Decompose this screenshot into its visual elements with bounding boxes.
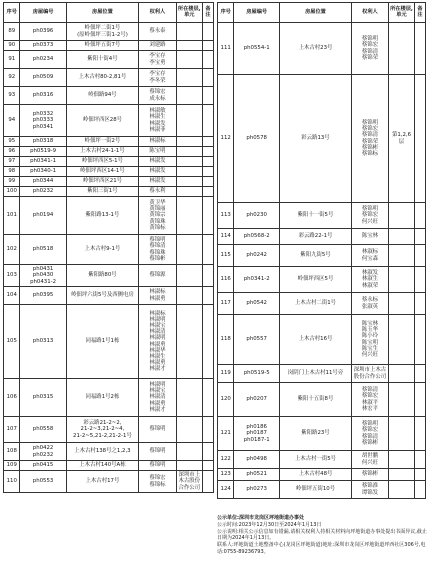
row-share: [176, 69, 202, 87]
row-seq: 98: [4, 167, 20, 177]
row-share: [176, 23, 202, 41]
header-note: 备注: [202, 3, 213, 23]
table-row: [218, 315, 426, 365]
row-note: [202, 137, 213, 147]
row-address: 岭佃坪二街1号 (原岭佃坪三街1-2号): [66, 23, 139, 41]
row-person: 林淑发: [139, 157, 176, 167]
row-house-number: ph0373: [20, 41, 66, 51]
row-note: [415, 267, 426, 293]
row-share: [388, 23, 414, 75]
row-note: [202, 23, 213, 41]
row-address: 彩云路22-1号: [280, 229, 352, 245]
table-row: [218, 293, 426, 315]
row-share: [176, 287, 202, 305]
left-table-header-row: [4, 3, 214, 23]
row-share: [388, 451, 414, 469]
row-address: 彩云路13号: [280, 75, 352, 203]
row-address: 岭佃坪西区28号: [66, 105, 139, 137]
row-house-number: ph0395: [20, 287, 66, 305]
row-house-number: ph0318: [20, 137, 66, 147]
row-address: 紫阳十一街5号: [280, 203, 352, 229]
right-property-table: [217, 2, 426, 499]
row-house-number: ph0542: [234, 293, 280, 315]
table-row: [218, 481, 426, 499]
row-share: [388, 203, 414, 229]
row-address: 紫阳十五街8号: [280, 383, 352, 417]
row-address: 同福路1号1栋: [66, 305, 139, 379]
row-house-number: ph0558: [20, 417, 66, 443]
row-person: 蔡锦宏 蔡锦标: [139, 471, 176, 493]
row-address: 岭佃坪西区5-1号: [66, 157, 139, 167]
row-address: 紫阳三街1号: [66, 187, 139, 197]
row-address: 同福路1号2栋: [66, 379, 139, 417]
row-person: 陈宝明: [139, 147, 176, 157]
row-share: [176, 417, 202, 443]
row-share: [176, 187, 202, 197]
row-address: 岗阴门上木古村11号旁: [280, 365, 352, 383]
row-share: [388, 417, 414, 451]
row-address: 紫阳十街4号: [66, 51, 139, 69]
row-seq: 108: [4, 443, 20, 461]
row-note: [415, 383, 426, 417]
row-note: [202, 177, 213, 187]
row-person: 蔡永利: [139, 187, 176, 197]
row-address: 上木古村23号: [280, 23, 352, 75]
row-seq: 109: [4, 461, 20, 471]
row-house-number: ph0242: [234, 245, 280, 267]
row-house-number: ph0498: [234, 451, 280, 469]
row-house-number: ph0186 ph0187 ph0187-1: [234, 417, 280, 451]
row-note: [202, 197, 213, 235]
header-number: 房屋编号: [234, 3, 280, 23]
table-row: [218, 203, 426, 229]
row-person: 蔡锦明 蔡锦宏 蔡锦清 蔡锦荣 蔡锦彬 蔡锦标: [351, 75, 388, 203]
row-address: 上木古村138号之1,2,3: [66, 443, 139, 461]
table-row: [218, 75, 426, 203]
table-row: [218, 23, 426, 75]
row-share: [388, 267, 414, 293]
table-row: [4, 105, 214, 137]
row-address: 上木古村16号: [280, 315, 352, 365]
row-share: [176, 305, 202, 379]
header-note: 备注: [415, 3, 426, 23]
row-share: [176, 147, 202, 157]
row-address: 岭佃路94号: [66, 87, 139, 105]
row-person: 林淑标 林淑勇: [139, 287, 176, 305]
row-note: [415, 417, 426, 451]
row-house-number: ph0521: [234, 469, 280, 481]
row-house-number: ph0315: [20, 379, 66, 417]
row-seq: 94: [4, 105, 20, 137]
row-house-number: ph0557: [234, 315, 280, 365]
row-share: [176, 235, 202, 265]
row-seq: 89: [4, 23, 20, 41]
row-seq: 123: [218, 469, 234, 481]
row-house-number: ph0578: [234, 75, 280, 203]
row-address: 岭佃坪西区21号: [66, 177, 139, 187]
row-note: [415, 203, 426, 229]
table-row: [4, 147, 214, 157]
row-share: [388, 245, 414, 267]
row-person: 林淑标: [139, 137, 176, 147]
table-row: [4, 23, 214, 41]
row-seq: 121: [218, 417, 234, 451]
row-house-number: ph0316: [20, 87, 66, 105]
table-row: [218, 267, 426, 293]
row-note: [415, 245, 426, 267]
row-note: [202, 305, 213, 379]
row-house-number: ph0340-1: [20, 167, 66, 177]
table-row: [4, 51, 214, 69]
row-person: 蔡锦清 蔡锦宏 林淑平 林宏平: [351, 383, 388, 417]
row-address: 岭佃坪一街2号: [66, 137, 139, 147]
row-person: 蔡永泰: [139, 23, 176, 41]
row-share: [176, 379, 202, 417]
row-note: [415, 315, 426, 365]
row-share: [176, 157, 202, 167]
row-house-number: ph0415: [20, 461, 66, 471]
row-seq: 115: [218, 245, 234, 267]
table-row: [4, 187, 214, 197]
row-house-number: ph0509: [20, 69, 66, 87]
row-share: [388, 315, 414, 365]
table-row: [4, 177, 214, 187]
row-house-number: ph0396: [20, 23, 66, 41]
row-person: 蔡锦明 蔡锦宏 何兴旺: [351, 203, 388, 229]
table-row: [4, 265, 214, 287]
row-house-number: ph0207: [234, 383, 280, 417]
row-note: [415, 229, 426, 245]
row-note: [202, 443, 213, 461]
row-seq: 111: [218, 23, 234, 75]
table-row: [4, 69, 214, 87]
row-note: [415, 23, 426, 75]
row-house-number: ph0234: [20, 51, 66, 69]
row-seq: 100: [4, 187, 20, 197]
row-note: [202, 41, 213, 51]
row-address: 紫阳九街5号: [280, 245, 352, 267]
row-note: [202, 187, 213, 197]
row-share: [388, 481, 414, 499]
row-address: 上木古村二街1号: [280, 293, 352, 315]
row-house-number: ph0341-1: [20, 157, 66, 167]
row-house-number: ph0232: [20, 187, 66, 197]
row-seq: 96: [4, 147, 20, 157]
table-row: [218, 469, 426, 481]
row-house-number: ph0553: [20, 471, 66, 493]
table-row: [4, 41, 214, 51]
row-note: [415, 365, 426, 383]
row-note: [415, 451, 426, 469]
row-person: 陈宝林 陈玉华 陈小玲 陈宝明 陈宝生 何兴旺: [351, 315, 388, 365]
right-table-header-row: [218, 3, 426, 23]
row-note: [415, 293, 426, 315]
notice-block: [217, 515, 427, 556]
row-note: [415, 469, 426, 481]
header-person: 权利人: [139, 3, 176, 23]
row-seq: 90: [4, 41, 20, 51]
row-seq: 112: [218, 75, 234, 203]
row-person: 刘建路: [139, 41, 176, 51]
table-row: [218, 365, 426, 383]
row-person: 深圳市上木古股份合作公司: [351, 365, 388, 383]
left-property-table: [3, 2, 214, 493]
row-seq: 107: [4, 417, 20, 443]
row-person: 林淑发: [139, 177, 176, 187]
table-row: [218, 229, 426, 245]
row-share: [176, 197, 202, 235]
row-share: [176, 443, 202, 461]
row-house-number: ph0554-1: [234, 23, 280, 75]
row-share: [176, 51, 202, 69]
row-house-number: ph0519-9: [20, 147, 66, 157]
left-table-body: [4, 23, 214, 493]
table-row: [4, 167, 214, 177]
row-house-number: ph0230: [234, 203, 280, 229]
row-note: [202, 51, 213, 69]
row-seq: 102: [4, 235, 20, 265]
table-row: [4, 471, 214, 493]
row-person: 蔡永标 张淑英: [351, 293, 388, 315]
row-note: [202, 461, 213, 471]
row-seq: 93: [4, 87, 20, 105]
row-seq: 92: [4, 69, 20, 87]
row-share: [388, 469, 414, 481]
row-person: 蔡锦淮 谭锦发: [351, 481, 388, 499]
row-note: [202, 167, 213, 177]
row-note: [202, 87, 213, 105]
row-share: [176, 265, 202, 287]
row-person: 蔡锦明 蔡锦清 蔡锦珠 蔡锦彬: [139, 235, 176, 265]
row-share: 深圳市上木古股份合作公司: [176, 471, 202, 493]
header-share: 所在楼层,单元: [176, 3, 202, 23]
row-person: 陈宝林: [351, 229, 388, 245]
table-row: [218, 451, 426, 469]
row-note: [202, 69, 213, 87]
notice-contact: 联系人:坪地街道土地整备中心(龙岗区坪地街道)地址:深圳市龙岗区坪地街道坪西社区306号,电话:0755-89236793。: [217, 542, 426, 555]
row-address: 上木古村一街5号: [280, 451, 352, 469]
header-number: 房屋编号: [20, 3, 66, 23]
row-address: 上木古村17号: [66, 471, 139, 493]
header-address: 房屋位置: [66, 3, 139, 23]
row-share: [176, 177, 202, 187]
row-note: [202, 287, 213, 305]
row-person: 黄卫华 黄锦丽 黄锦宗 黄锦珠 黄锦标: [139, 197, 176, 235]
row-note: [202, 471, 213, 493]
row-seq: 120: [218, 383, 234, 417]
row-note: [202, 417, 213, 443]
header-seq: 序号: [4, 3, 20, 23]
row-person: 蔡锦彬: [351, 469, 388, 481]
table-row: [218, 383, 426, 417]
row-share: [176, 41, 202, 51]
table-row: [4, 305, 214, 379]
row-seq: 117: [218, 293, 234, 315]
row-share: [176, 167, 202, 177]
row-house-number: ph0313: [20, 305, 66, 379]
row-address: 岭佃坪五街10号: [280, 481, 352, 499]
row-address: 紫阳路23号: [280, 417, 352, 451]
right-table-body: [218, 23, 426, 499]
row-address: 上木古村140号A栋: [66, 461, 139, 471]
row-share: [176, 461, 202, 471]
table-row: [4, 87, 214, 105]
row-seq: 104: [4, 287, 20, 305]
row-person: 林淑明 林淑宝 林淑清 林淑勇 林淑才: [139, 379, 176, 417]
row-address: 岭佃坪六街5号及西侧电房: [66, 287, 139, 305]
row-note: [202, 105, 213, 137]
header-seq: 序号: [218, 3, 234, 23]
table-row: [4, 235, 214, 265]
row-address: 上木古村48号: [280, 469, 352, 481]
row-seq: 103: [4, 265, 20, 287]
row-seq: 95: [4, 137, 20, 147]
row-seq: 119: [218, 365, 234, 383]
row-seq: 114: [218, 229, 234, 245]
table-row: [4, 287, 214, 305]
row-person: 胡世鹏 何兴旺: [351, 451, 388, 469]
row-person: 蔡锦明 蔡锦宏 蔡锦清 蔡锦荣: [351, 23, 388, 75]
row-address: 彩云路21-2~2, 21-2~3,21-2~4, 21-2~5,21-2,21-2-1号: [66, 417, 139, 443]
row-address: 岭佃坪五街7号: [66, 41, 139, 51]
row-address: 上木古村80-2,81号: [66, 69, 139, 87]
header-share: 所在楼层,单元: [388, 3, 414, 23]
table-row: [4, 197, 214, 235]
row-person: 林淑发: [139, 167, 176, 177]
row-share: [388, 229, 414, 245]
row-seq: 116: [218, 267, 234, 293]
row-person: 蔡锦源: [139, 265, 176, 287]
row-person: 林淑标 何宝森: [351, 245, 388, 267]
table-row: [4, 137, 214, 147]
row-share: [176, 105, 202, 137]
row-person: 蔡锦明: [139, 443, 176, 461]
row-house-number: ph0422 ph0232: [20, 443, 66, 461]
row-seq: 105: [4, 305, 20, 379]
header-person: 权利人: [351, 3, 388, 23]
row-note: [202, 379, 213, 417]
row-share: [388, 293, 414, 315]
table-row: [4, 417, 214, 443]
row-person: 蔡锦明: [139, 417, 176, 443]
row-share: [176, 87, 202, 105]
row-share: [176, 137, 202, 147]
row-person: 林淑标 林淑明 林淑宝 林淑清 林淑明 林淑勇 林淑华 林淑生 林淑勇 林淑才: [139, 305, 176, 379]
row-note: [415, 75, 426, 203]
row-seq: 97: [4, 157, 20, 167]
row-note: [202, 265, 213, 287]
table-row: [218, 245, 426, 267]
row-seq: 110: [4, 471, 20, 493]
row-seq: 118: [218, 315, 234, 365]
row-house-number: ph0194: [20, 197, 66, 235]
row-person: 李宝存 李宝勇: [139, 51, 176, 69]
row-note: [202, 235, 213, 265]
table-row: [4, 157, 214, 167]
table-row: [4, 461, 214, 471]
row-house-number: ph0568-2: [234, 229, 280, 245]
row-person: 蔡锦明 蔡锦宏 蔡锦清 蔡锦彬: [351, 417, 388, 451]
row-note: [202, 147, 213, 157]
row-seq: 113: [218, 203, 234, 229]
notice-body: 公示说明:相关公示信息如有错漏,请相关权利人持相关材料向坪地街道办事处提出书面异议,截止日期为2024年1月13日。: [217, 528, 427, 542]
row-person: 蔡锦宏 成永标: [139, 87, 176, 105]
row-house-number: ph0431 ph0430 ph0431-2: [20, 265, 66, 287]
row-seq: 106: [4, 379, 20, 417]
row-house-number: ph0332 ph0333 ph0341: [20, 105, 66, 137]
notice-period: 公示时间:2023年12月30日至2024年1月13日: [217, 521, 322, 528]
row-address: 岭佃坪西区14-1号: [66, 167, 139, 177]
row-person: 林淑发 林淑生 林淑荣: [351, 267, 388, 293]
row-seq: 122: [218, 451, 234, 469]
row-person: 林淑敏 林淑生 林淑发 林淑菲: [139, 105, 176, 137]
row-person: 李宝存 李冬荣: [139, 69, 176, 87]
table-row: [218, 417, 426, 451]
row-house-number: ph0519-5: [234, 365, 280, 383]
row-house-number: ph0344: [20, 177, 66, 187]
row-address: 上木古村9-1号: [66, 235, 139, 265]
row-house-number: ph0518: [20, 235, 66, 265]
row-seq: 101: [4, 197, 20, 235]
row-share: [388, 383, 414, 417]
row-address: 紫阳路80号: [66, 265, 139, 287]
row-share: [388, 365, 414, 383]
row-share: 第1,2,6层: [388, 75, 414, 203]
table-row: [4, 379, 214, 417]
row-house-number: ph0341-2: [234, 267, 280, 293]
table-row: [4, 443, 214, 461]
row-note: [202, 157, 213, 167]
row-seq: 124: [218, 481, 234, 499]
notice-title: 公示单位:深圳市龙岗区坪地街道办事处: [217, 515, 305, 521]
row-person: 蔡锦明: [139, 461, 176, 471]
row-seq: 91: [4, 51, 20, 69]
row-address: 岭佃坪西区5号: [280, 267, 352, 293]
header-address: 房屋位置: [280, 3, 352, 23]
row-address: 上木古村24-1-1号: [66, 147, 139, 157]
row-note: [415, 481, 426, 499]
row-address: 紫阳路13-1号: [66, 197, 139, 235]
row-house-number: ph0273: [234, 481, 280, 499]
row-seq: 99: [4, 177, 20, 187]
